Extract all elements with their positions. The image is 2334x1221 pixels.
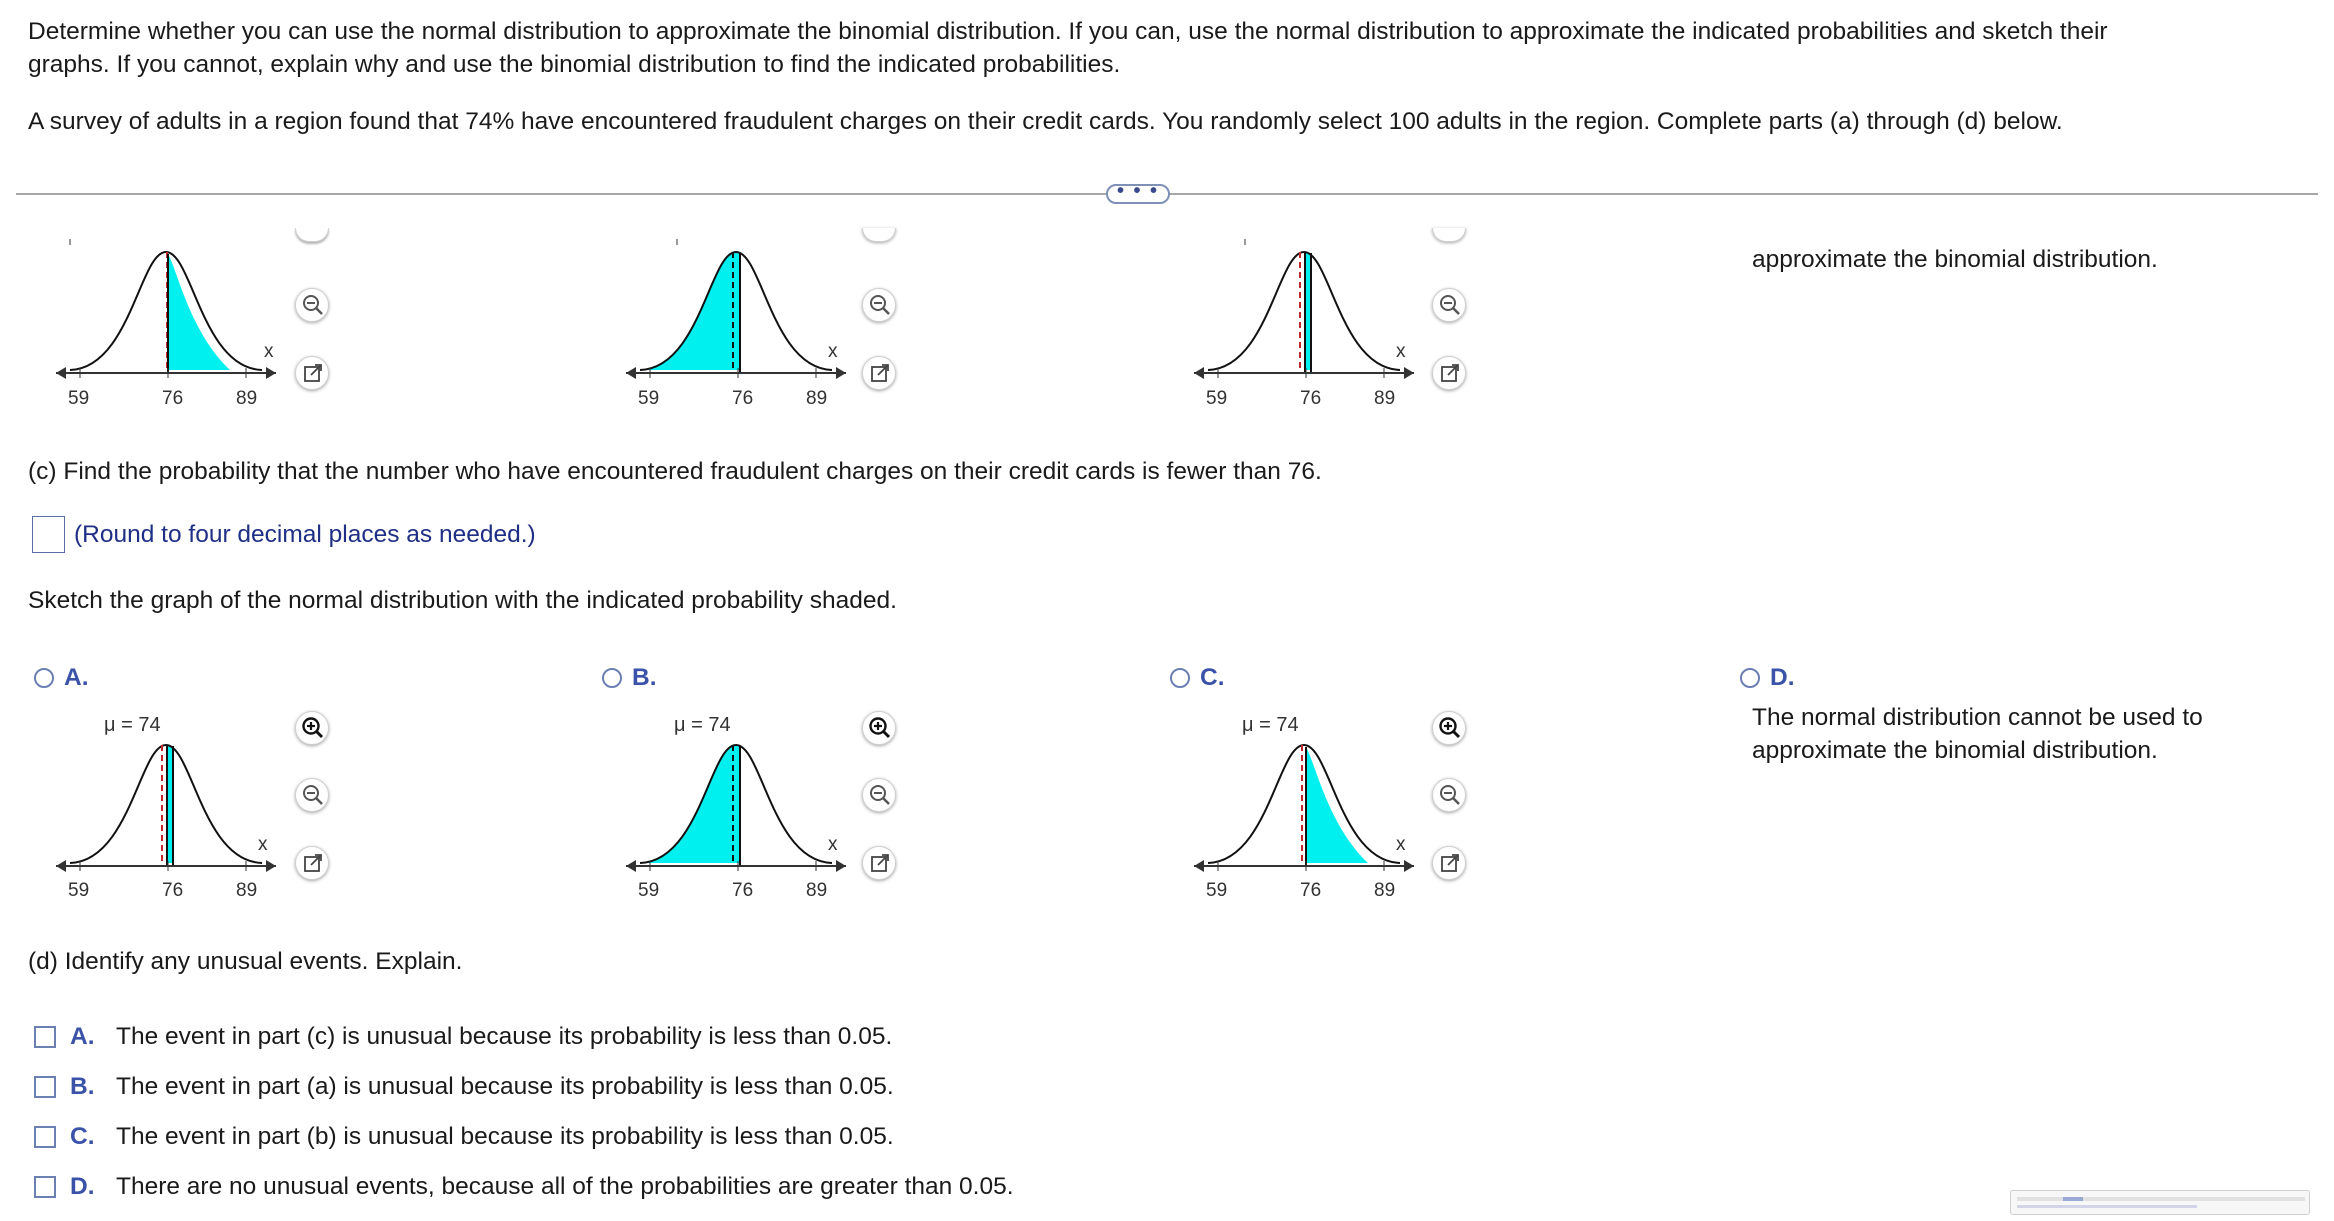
option-c-radio[interactable] <box>1170 664 1225 692</box>
x-axis-label: x <box>1396 834 1406 855</box>
scenario-text: A survey of adults in a region found that 74% have encountered fraudulent charges on their credit cards. You randomly select 100 adults in the region. Complete parts (a) through (d) below. <box>28 108 2063 135</box>
instructions-line-2: graphs. If you cannot, explain why and use the binomial distribution to find the indicated probabilities. <box>28 51 1121 78</box>
mu-label: μ = 74 <box>1242 714 1299 736</box>
open-popout-icon[interactable] <box>1432 356 1466 390</box>
checkbox[interactable] <box>34 1076 56 1098</box>
open-popout-icon[interactable] <box>1432 846 1466 880</box>
open-popout-icon[interactable] <box>295 846 329 880</box>
zoom-out-icon[interactable] <box>295 778 329 812</box>
tick-label: 76 <box>1300 880 1322 901</box>
tick-label: 59 <box>1206 388 1228 409</box>
option-letter: C. <box>1200 664 1225 691</box>
part-d-choice-c[interactable] <box>34 1123 894 1151</box>
part-c-question: (c) Find the probability that the number who have encountered fraudulent charges on their credit cards is fewer than 76. <box>28 458 1322 485</box>
tick-label: 59 <box>68 388 90 409</box>
choice-letter: D. <box>70 1173 95 1200</box>
part-d-choice-a[interactable] <box>34 1023 892 1051</box>
tick-label: 76 <box>732 880 754 901</box>
option-d-text-line-1: The normal distribution cannot be used to <box>1752 704 2203 731</box>
radio-circle[interactable] <box>34 668 54 688</box>
tick-label: 76 <box>732 388 754 409</box>
choice-letter: B. <box>70 1073 95 1100</box>
x-axis-label: x <box>258 834 268 855</box>
tick-label: 76 <box>1300 388 1322 409</box>
option-a-radio[interactable] <box>34 664 89 692</box>
top-option-d-text: approximate the binomial distribution. <box>1752 246 2158 273</box>
zoom-in-icon[interactable] <box>295 711 329 745</box>
tick-label: 89 <box>236 880 258 901</box>
part-d-question: (d) Identify any unusual events. Explain. <box>28 948 463 975</box>
tick-label: 59 <box>638 388 660 409</box>
instructions-line-1: Determine whether you can use the normal distribution to approximate the binomial distribution. If you can, use the normal distribution to approximate the indicated probabilities and sketch their <box>28 18 2108 45</box>
mu-label: μ = 74 <box>674 714 731 736</box>
tick-label: 76 <box>162 388 184 409</box>
option-b-graph <box>620 700 980 901</box>
tick-label: 89 <box>1374 880 1396 901</box>
choice-text: The event in part (c) is unusual because its probability is less than 0.05. <box>116 1023 893 1050</box>
tick-label: 89 <box>1374 388 1396 409</box>
option-a-graph <box>50 700 410 901</box>
thumbnail-preview[interactable] <box>2010 1190 2310 1215</box>
tick-label: 59 <box>1206 880 1228 901</box>
radio-circle[interactable] <box>1170 668 1190 688</box>
tick-label: 89 <box>806 880 828 901</box>
expand-more-button[interactable]: • • • <box>1106 184 1170 204</box>
top-graph-b <box>620 232 980 409</box>
zoom-out-icon[interactable] <box>295 288 329 322</box>
zoom-in-icon[interactable] <box>862 711 896 745</box>
checkbox[interactable] <box>34 1176 56 1198</box>
zoom-out-icon[interactable] <box>862 778 896 812</box>
option-letter: A. <box>64 664 89 691</box>
mu-label: μ = 74 <box>104 714 161 736</box>
tick-label: 89 <box>236 388 258 409</box>
x-axis-label: x <box>1396 341 1406 362</box>
top-graph-c <box>1188 232 1548 409</box>
part-c-hint: (Round to four decimal places as needed.) <box>74 521 536 548</box>
option-letter: D. <box>1770 664 1795 691</box>
part-c-answer-input[interactable] <box>32 516 65 553</box>
zoom-out-icon[interactable] <box>1432 288 1466 322</box>
part-c-sketch-prompt: Sketch the graph of the normal distribution with the indicated probability shaded. <box>28 587 897 614</box>
option-d-radio[interactable] <box>1740 664 1795 692</box>
open-popout-icon[interactable] <box>295 356 329 390</box>
x-axis-label: x <box>828 341 838 362</box>
open-popout-icon[interactable] <box>862 846 896 880</box>
tick-label: 89 <box>806 388 828 409</box>
option-letter: B. <box>632 664 657 691</box>
radio-circle[interactable] <box>1740 668 1760 688</box>
option-d-text-line-2: approximate the binomial distribution. <box>1752 737 2158 764</box>
zoom-out-icon[interactable] <box>1432 778 1466 812</box>
tick-label: 76 <box>162 880 184 901</box>
x-axis-label: x <box>828 834 838 855</box>
option-c-graph <box>1188 700 1548 901</box>
zoom-out-icon[interactable] <box>862 288 896 322</box>
checkbox[interactable] <box>34 1126 56 1148</box>
part-d-choice-d[interactable] <box>34 1173 1014 1201</box>
choice-text: The event in part (b) is unusual because its probability is less than 0.05. <box>116 1123 894 1150</box>
choice-text: There are no unusual events, because all of the probabilities are greater than 0.05. <box>116 1173 1014 1200</box>
shaded-region <box>168 254 230 370</box>
choice-text: The event in part (a) is unusual because its probability is less than 0.05. <box>116 1073 894 1100</box>
checkbox[interactable] <box>34 1026 56 1048</box>
tick-label: 59 <box>68 880 90 901</box>
zoom-in-icon[interactable] <box>1432 711 1466 745</box>
part-d-choice-b[interactable] <box>34 1073 894 1101</box>
choice-letter: C. <box>70 1123 95 1150</box>
choice-letter: A. <box>70 1023 95 1050</box>
open-popout-icon[interactable] <box>862 356 896 390</box>
tick-label: 59 <box>638 880 660 901</box>
radio-circle[interactable] <box>602 668 622 688</box>
top-graph-a <box>50 232 410 409</box>
x-axis-label: x <box>264 341 274 362</box>
option-b-radio[interactable] <box>602 664 657 692</box>
